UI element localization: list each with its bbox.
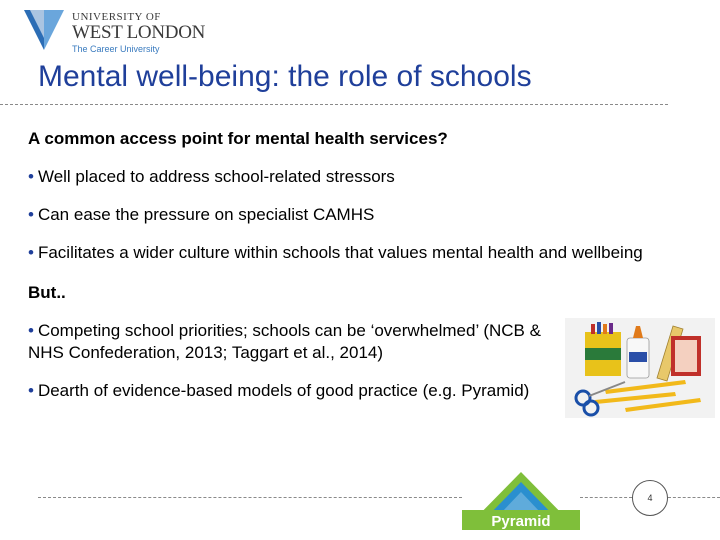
bullet-icon: • xyxy=(28,381,34,400)
logo-tagline: The Career University xyxy=(72,44,160,54)
footer-divider xyxy=(580,497,632,498)
footer-divider xyxy=(668,497,720,498)
bullet-item xyxy=(28,320,558,364)
bullet-icon: • xyxy=(28,321,34,340)
footer-divider xyxy=(38,497,462,498)
slide-heading: A common access point for mental health services? xyxy=(28,129,448,148)
bullet-text: Facilitates a wider culture within schools that values mental health and wellbeing xyxy=(37,243,643,262)
pyramid-logo xyxy=(462,470,580,532)
bullet-item xyxy=(28,204,678,226)
logo-university-of: UNIVERSITY OF xyxy=(72,11,161,23)
bullet-text: Can ease the pressure on specialist CAMHS xyxy=(37,205,375,224)
pyramid-label: Pyramid xyxy=(491,513,551,530)
logo-west-london: WEST LONDON xyxy=(72,22,206,43)
bullet-icon: • xyxy=(28,205,34,224)
school-supplies-image xyxy=(565,318,715,418)
shield-logo-icon xyxy=(22,8,66,52)
page-number: 4 xyxy=(632,480,668,516)
bullet-icon: • xyxy=(28,243,34,262)
bullet-text: Dearth of evidence-based models of good practice (e.g. Pyramid) xyxy=(37,381,530,400)
title-divider xyxy=(0,104,668,105)
bullet-text: Competing school priorities; schools can be ‘overwhelmed’ (NCB & NHS Confederation, 2013; Taggart et al., 2014) xyxy=(28,321,541,362)
bullet-item xyxy=(28,166,678,188)
bullet-item xyxy=(28,242,678,264)
slide-title: Mental well-being: the role of schools xyxy=(38,60,532,93)
bullet-text: Well placed to address school-related stressors xyxy=(37,167,395,186)
university-logo xyxy=(22,8,222,58)
bullet-icon: • xyxy=(28,167,34,186)
but-label: But.. xyxy=(28,283,66,302)
